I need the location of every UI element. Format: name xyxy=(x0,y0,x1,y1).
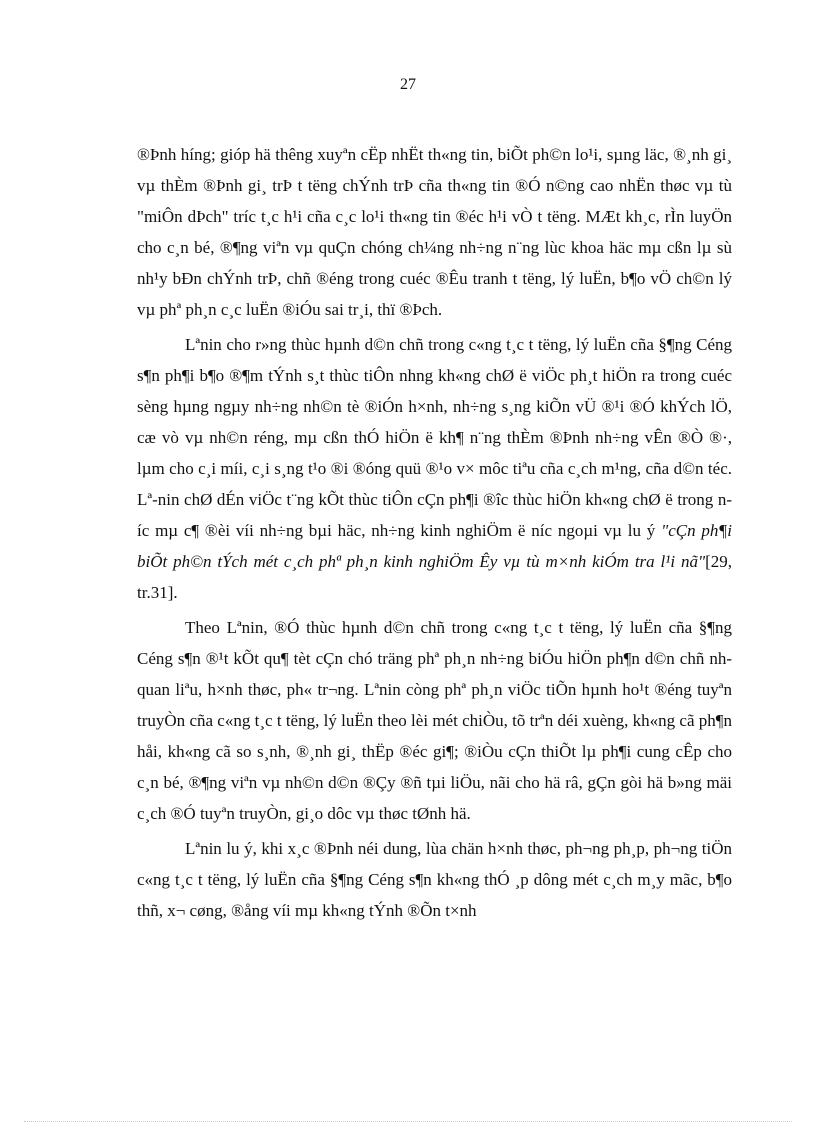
paragraph-3: Theo Lªnin, ®Ó thùc hµnh d©n chñ trong c«ng t¸c t tëng, lý luËn cña §¶ng Céng s¶n ®¹t kÕt qu¶ tèt cÇn chó träng phª ph¸n nh÷ng biÓu hiÖn ph¶n d©n chñ nh quan liªu, h×nh thøc, ph« tr¬ng. Lªnin còng phª ph¸n viÖc tiÕn hµnh ho¹t ®éng tuyªn truyÒn cña c«ng t¸c t tëng, lý luËn theo lèi mét chiÒu, tõ trªn déi xuèng, kh«ng cã ph¶n håi, kh«ng cã so s¸nh, ®¸nh gi¸ thËp ®éc gi¶; ®iÒu cÇn thiÕt lµ ph¶i cung cÊp cho c¸n bé, ®¶ng viªn vµ nh©n d©n ®Çy ®ñ tµi liÖu, nãi cho hä râ, gÇn gòi hä b»ng mäi c¸ch ®Ó tuyªn truyÒn, gi¸o dôc vµ thøc tØnh hä. xyxy=(137,618,732,823)
paragraph-4: Lªnin lu ý, khi x¸c ®Þnh néi dung, lùa chän h×nh thøc, ph¬ng ph¸p, ph¬ng tiÖn c«ng t¸c t tëng, lý luËn cña §¶ng Céng s¶n kh«ng thÓ ¸p dông mét c¸ch m¸y mãc, b¶o thñ, x¬ cøng, ®ång víi mµ kh«ng tÝnh ®Õn t×nh xyxy=(137,839,732,920)
page-number: 27 xyxy=(400,76,416,93)
quote-italic: "cÇn ph¶i biÕt ph©n tÝch mét c¸ch phª ph¸n kinh nghiÖm Êy vµ tù m×nh kiÓm tra l¹i nã" xyxy=(137,521,732,571)
paragraph-2-text: Lªnin cho r»ng thùc hµnh d©n chñ trong c«ng t¸c t tëng, lý luËn cña §¶ng Céng s¶n ph¶i b¶o ®¶m tÝnh s¸t thùc tiÔn nhng kh«ng chØ ë viÖc ph¸t hiÖn ra trong cuéc sèng hµng ngµy nh÷ng nh©n tè ®iÓn h×nh, nh÷ng s¸ng kiÕn vÜ ®¹i ®Ó khÝch lÖ, cæ vò vµ nh©n réng, mµ cßn thÓ hiÖn ë kh¶ n¨ng thÈm ®Þnh nh÷ng vÊn ®Ò ®·, lµm cho c¸i míi, c¸i s¸ng t¹o ®i ®óng quü ®¹o v× môc tiªu cña c¸ch m¹ng, cña d©n téc. Lª-nin chØ dÉn viÖc t¨ng kÕt thùc tiÔn cÇn ph¶i ®îc thùc hiÖn kh«ng chØ ë trong níc mµ c¶ ®èi víi nh÷ng bµi häc, nh÷ng kinh nghiÖm ë níc ngoµi vµ lu ý xyxy=(137,335,732,540)
body-text xyxy=(137,139,732,930)
citation: [29, tr.31]. xyxy=(137,552,732,602)
paragraph-1: ®Þnh híng; gióp hä thêng xuyªn cËp nhËt th«ng tin, biÕt ph©n lo¹i, sµng läc, ®¸nh gi¸ vµ thÈm ®Þnh gi¸ trÞ t tëng chÝnh trÞ cña th«ng tin ®Ó n©ng cao nhËn thøc vµ tù "miÔn dÞch" tríc t¸c h¹i cña c¸c lo¹i th«ng tin ®éc h¹i vÒ t tëng. MÆt kh¸c, rÌn luyÖn cho c¸n bé, ®¶ng viªn vµ quÇn chóng ch¼ng nh÷ng n¨ng lùc khoa häc mµ cßn lµ sù nh¹y bÐn chÝnh trÞ, chñ ®éng trong cuéc ®Êu tranh t tëng, lý luËn, b¶o vÖ ch©n lý vµ phª ph¸n c¸c luËn ®iÓu sai tr¸i, thï ®Þch. xyxy=(137,145,732,319)
paragraph-2 xyxy=(137,329,732,608)
footer-divider xyxy=(24,1121,792,1122)
